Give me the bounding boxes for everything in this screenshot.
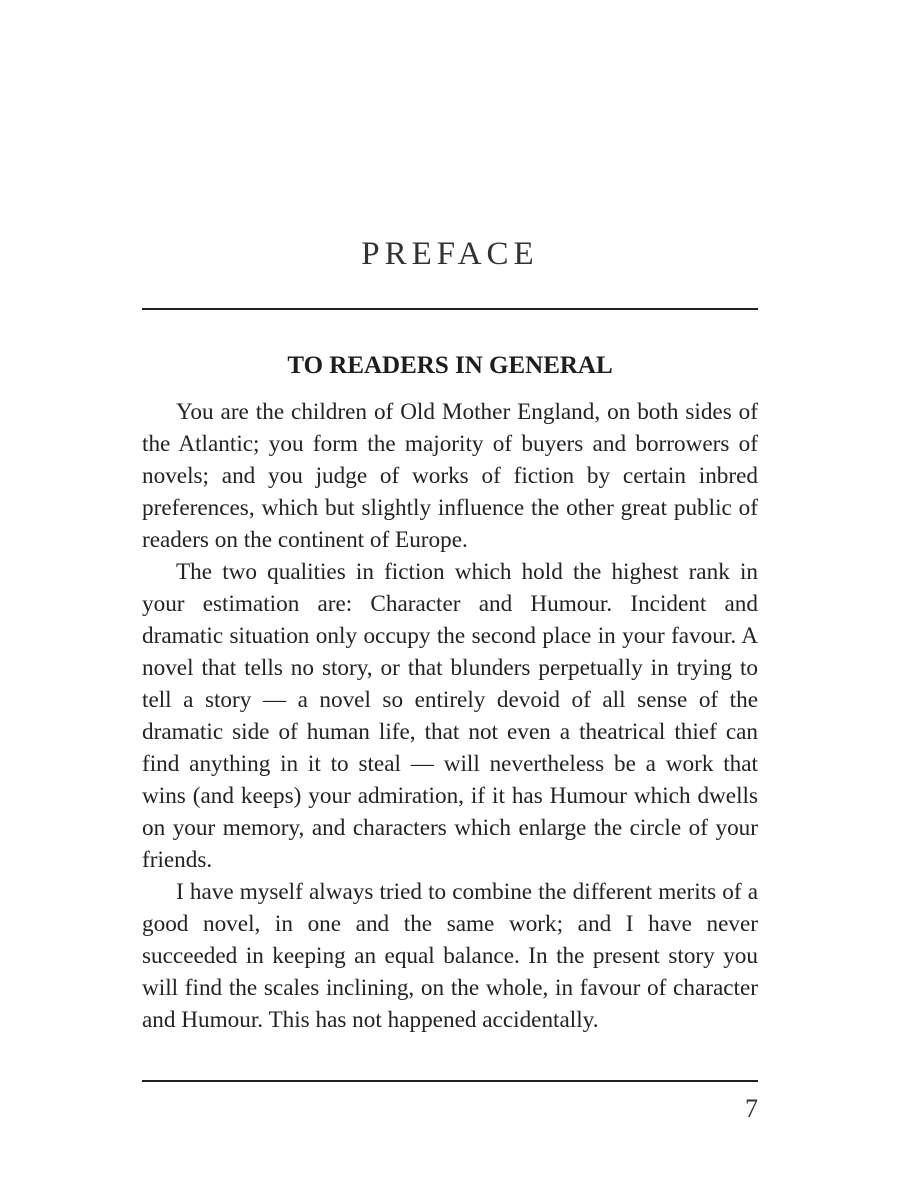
page-number: 7 [745,1094,758,1123]
paragraph: The two qualities in fiction which hold the highest rank in your estimation are: Character and Humour. Incident and dramatic situation only occupy the second place in your favour. A novel that tells no story, or that blunders perpetually in trying to tell a story — a novel so entirely devoid of all sense of the dramatic side of human life, that not even a theatrical thief can find anything in it to steal — will nevertheless be a work that wins (and keeps) your admiration, if it has Humour which dwells on your memory, and characters which enlarge the circle of your friends. [142,559,758,873]
chapter-title: PREFACE [361,236,539,272]
top-rule-divider [142,308,758,310]
body-text [142,396,758,1036]
section-heading: TO READERS IN GENERAL [287,352,613,379]
bottom-rule-divider [142,1080,758,1082]
paragraph: You are the children of Old Mother England, on both sides of the Atlantic; you form the majority of buyers and borrowers of novels; and you judge of works of fiction by certain inbred preferences, which but slightly influence the other great public of readers on the continent of Europe. [142,399,758,553]
paragraph: I have myself always tried to combine the different merits of a good novel, in one and the same work; and I have never succeeded in keeping an equal balance. In the present story you will find the scales inclining, on the whole, in favour of character and Humour. This has not happened accidentally. [142,879,758,1033]
